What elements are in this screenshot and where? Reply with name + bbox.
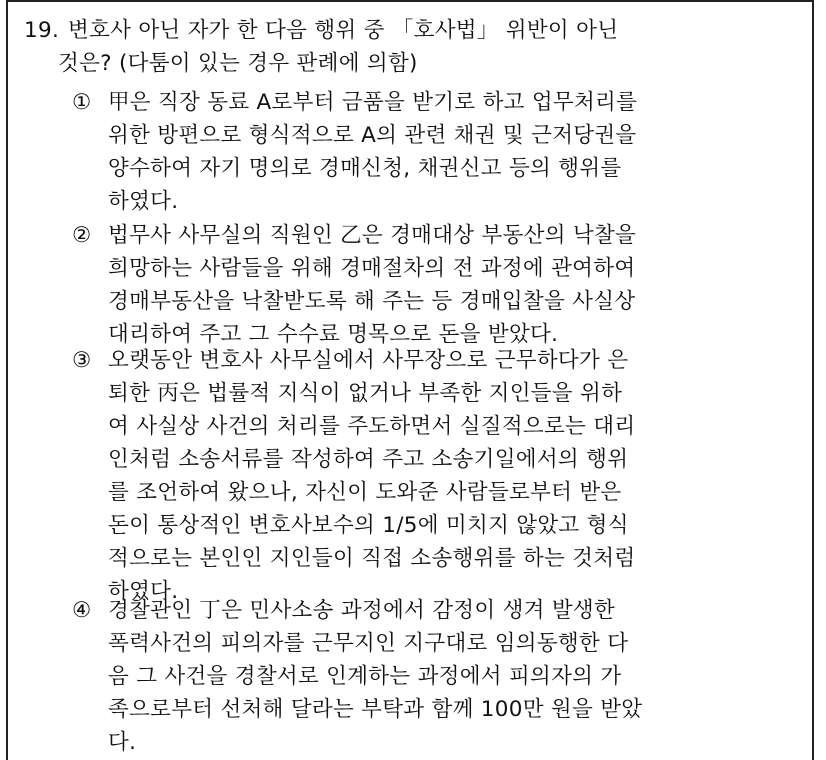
question-stem — [24, 14, 794, 80]
option-line: 인처럼 소송서류를 작성하여 주고 소송기일에서의 행위 — [108, 447, 629, 472]
option-2-mark: ② — [72, 223, 92, 248]
option-1[interactable] — [72, 86, 772, 218]
option-line: 족으로부터 선처해 달라는 부탁과 함께 100만 원을 받았 — [108, 697, 643, 722]
option-line: 대리하여 주고 그 수수료 명목으로 돈을 받았다. — [108, 322, 559, 347]
option-line: 여 사실상 사건의 처리를 주도하면서 실질적으로는 대리 — [108, 414, 636, 439]
option-4[interactable] — [72, 594, 772, 759]
option-line: 경매부동산을 낙찰받도록 해 주는 등 경매입찰을 사실상 — [108, 289, 636, 314]
option-line: 폭력사건의 피의자를 근무지인 지구대로 임의동행한 다 — [108, 631, 629, 656]
option-2[interactable] — [72, 219, 772, 351]
question-text-2: 것은? (다툼이 있는 경우 판례에 의함) — [58, 51, 418, 76]
option-line: 퇴한 丙은 법률적 지식이 없거나 부족한 지인들을 위하 — [108, 381, 623, 406]
option-line: 법무사 사무실의 직원인 乙은 경매대상 부동산의 낙찰을 — [108, 223, 637, 248]
option-3-mark: ③ — [72, 348, 92, 373]
option-line: 다. — [108, 730, 137, 755]
option-line: 를 조언하여 왔으나, 자신이 도와준 사람들로부터 받은 — [108, 480, 622, 505]
option-line: 오랫동안 변호사 사무실에서 사무장으로 근무하다가 은 — [108, 348, 629, 373]
option-line: 위한 방편으로 형식적으로 A의 관련 채권 및 근저당권을 — [108, 123, 637, 148]
option-line: 하였다. — [108, 579, 179, 604]
option-line: 하였다. — [108, 189, 179, 214]
option-3[interactable] — [72, 344, 772, 608]
option-line: 돈이 통상적인 변호사보수의 1/5에 미치지 않았고 형식 — [108, 513, 629, 538]
option-line: 음 그 사건을 경찰서로 인계하는 과정에서 피의자의 가 — [108, 664, 622, 689]
question-number: 19. — [24, 18, 60, 43]
option-line: 양수하여 자기 명의로 경매신청, 채권신고 등의 행위를 — [108, 156, 622, 181]
option-line: 甲은 직장 동료 A로부터 금품을 받기로 하고 업무처리를 — [108, 90, 638, 115]
option-4-mark: ④ — [72, 598, 92, 623]
question-line-1 — [24, 14, 794, 47]
option-line: 경찰관인 丁은 민사소송 과정에서 감정이 생겨 발생한 — [108, 598, 616, 623]
question-text-1: 변호사 아닌 자가 한 다음 행위 중 「호사법」 위반이 아닌 — [68, 18, 619, 43]
option-line: 희망하는 사람들을 위해 경매절차의 전 과정에 관여하여 — [108, 256, 636, 281]
option-line: 적으로는 본인인 지인들이 직접 소송행위를 하는 것처럼 — [108, 546, 636, 571]
option-1-mark: ① — [72, 90, 92, 115]
